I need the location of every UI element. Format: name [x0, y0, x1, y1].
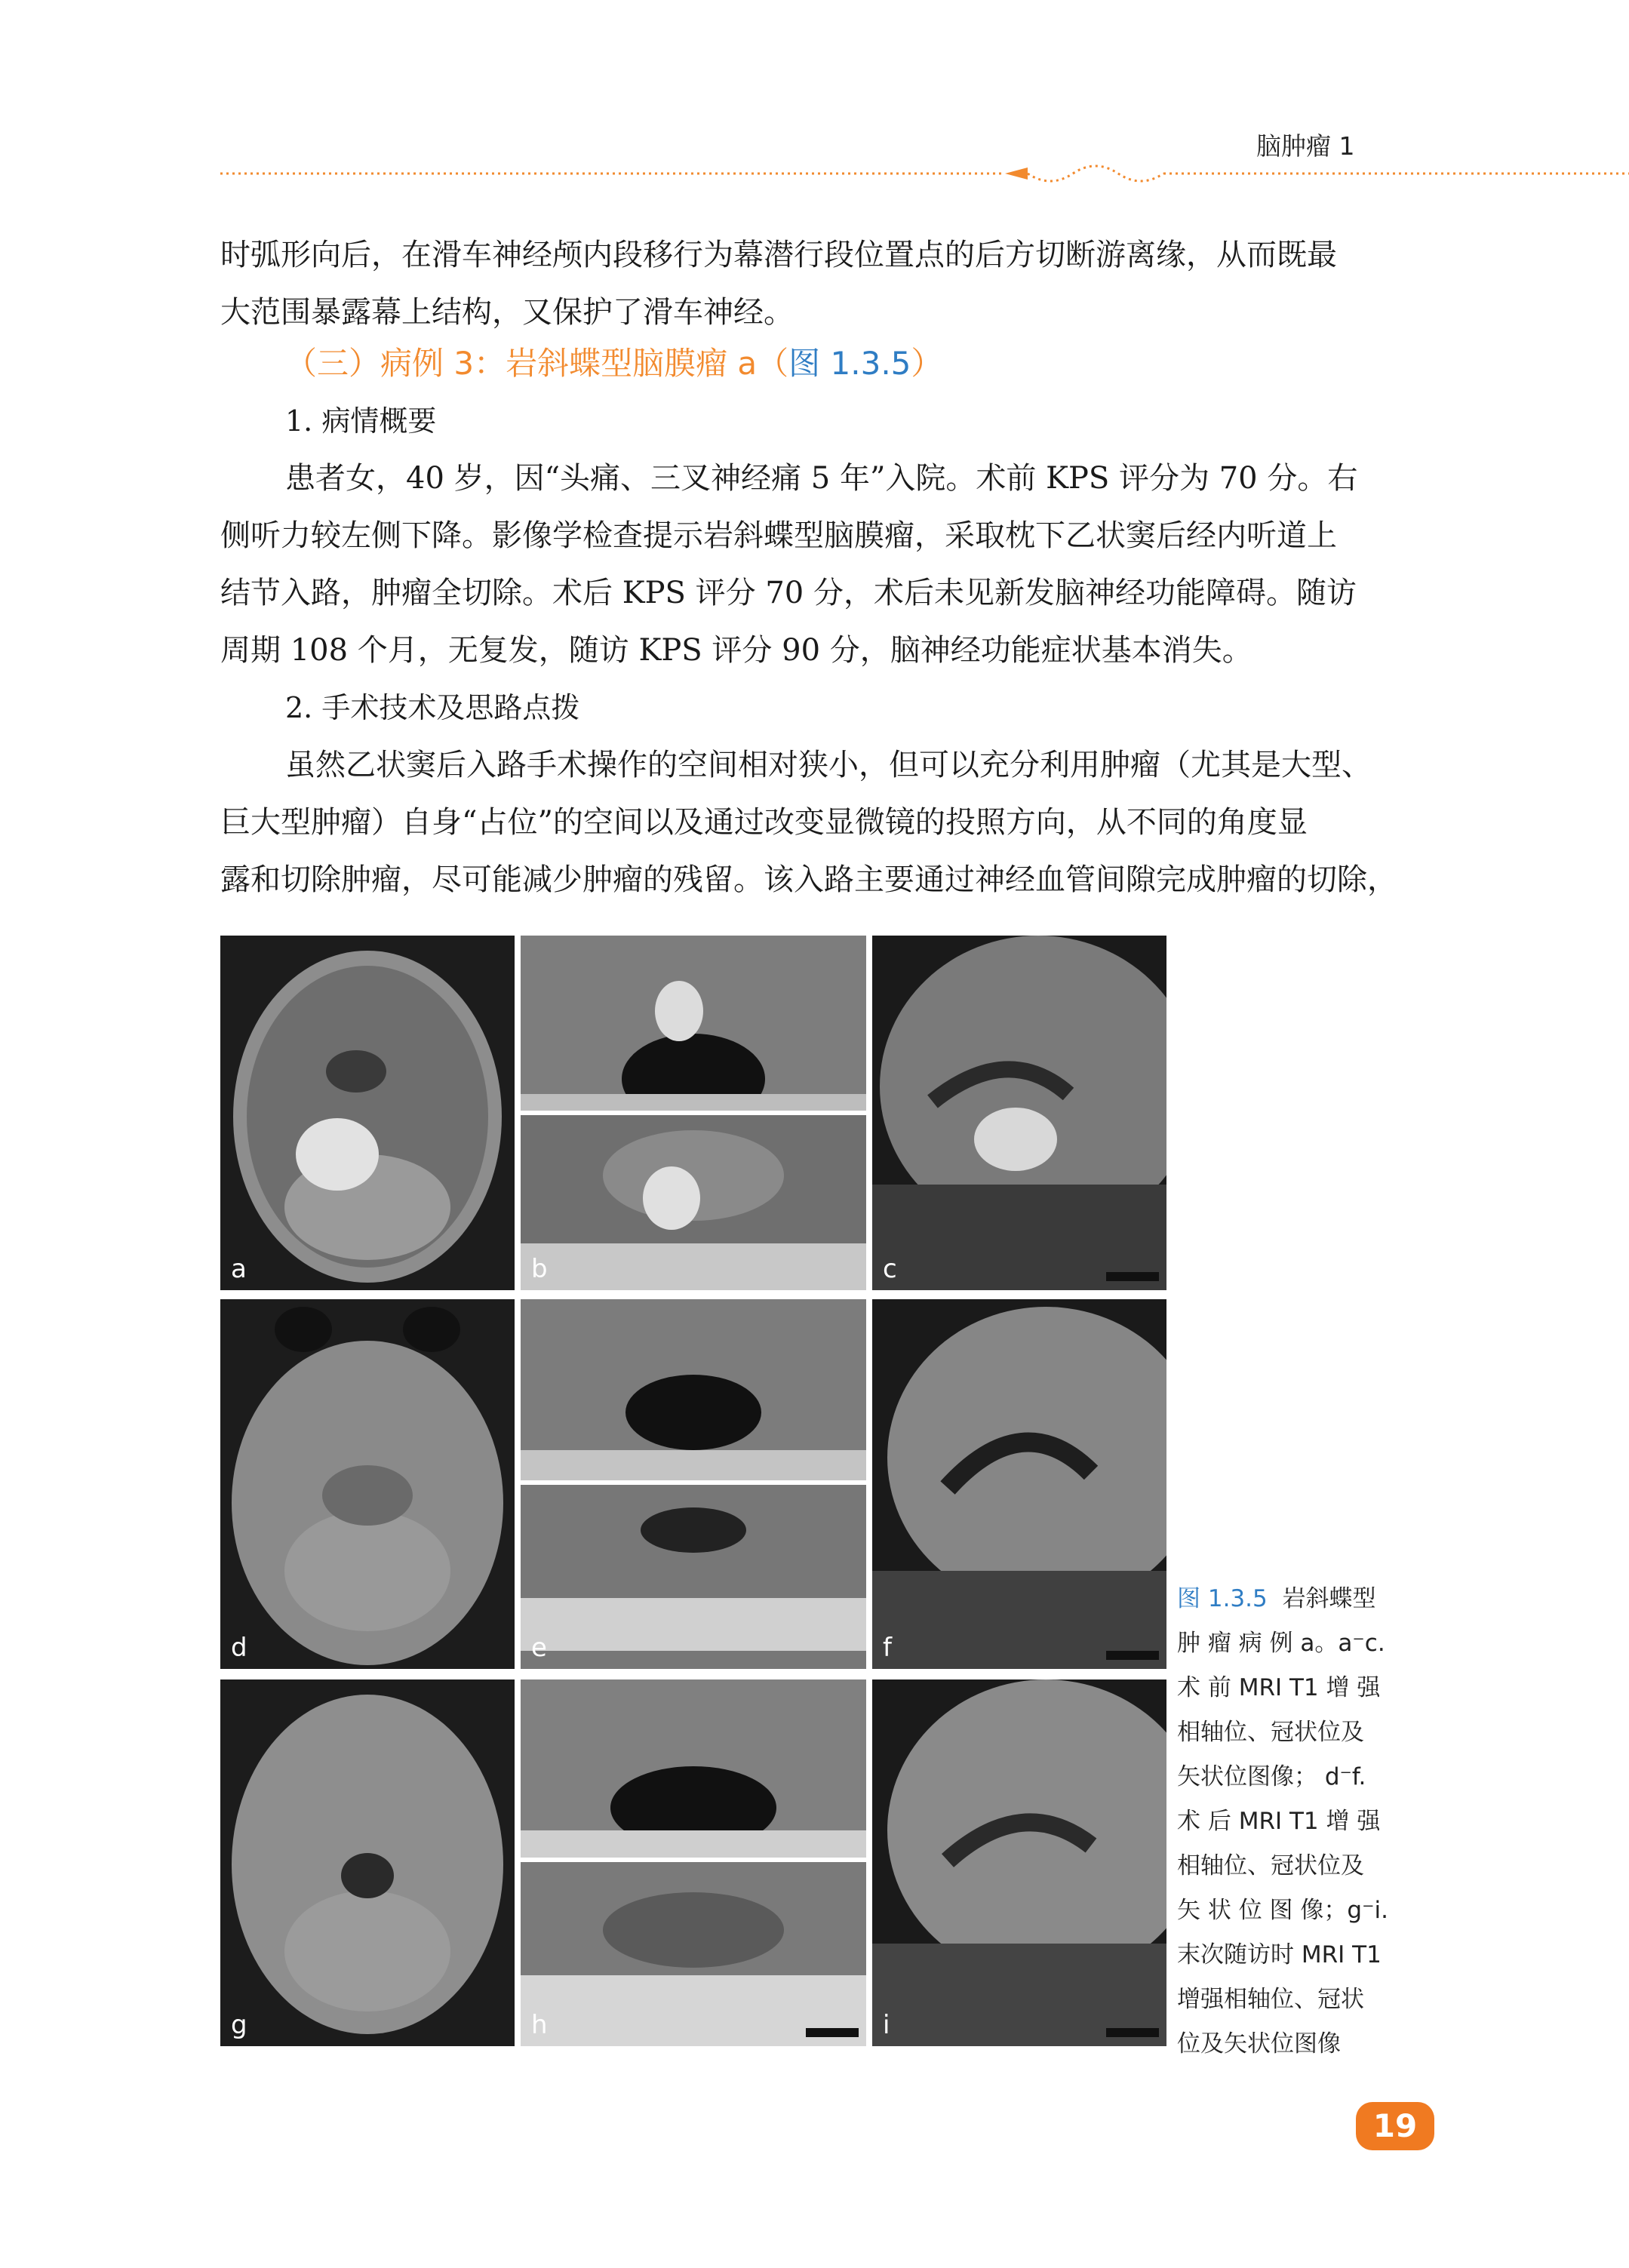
mri-panel-h-coronal-lower [521, 1862, 866, 2046]
panel-label: f [883, 1633, 892, 1663]
caption-line: 相轴位、冠状位及 [1177, 1719, 1364, 1746]
text-line: 虽然乙状窦后入路手术操作的空间相对狭小，但可以充分利用肿瘤（尤其是大型、 [285, 748, 1372, 782]
mri-panel-i-sagittal [872, 1679, 1166, 2046]
subsection-heading-2: 2. 手术技术及思路点拨 [285, 691, 580, 724]
mri-image-f [872, 1299, 1166, 1669]
caption-line: 术 后 MRI T1 增 强 [1177, 1808, 1381, 1835]
mri-image-e2 [521, 1485, 866, 1669]
caption-line: 肿 瘤 病 例 a。a⁻c. [1177, 1630, 1385, 1657]
mri-panel-g-axial [220, 1679, 515, 2046]
scale-bar [1106, 2028, 1159, 2037]
section-title-end: ） [911, 345, 943, 382]
caption-line: 矢状位图像； d⁻f. [1177, 1763, 1366, 1790]
text-line: 结节入路，肿瘤全切除。术后 KPS 评分 70 分，术后未见新发脑神经功能障碍。随访 [220, 576, 1357, 610]
mri-panel-h-coronal-upper [521, 1679, 866, 1858]
mri-panel-b-coronal-lower [521, 1115, 866, 1290]
mri-image-b2 [521, 1115, 866, 1290]
mri-panel-e-coronal-upper [521, 1299, 866, 1480]
scale-bar [1106, 1272, 1159, 1281]
text-line: 侧听力较左侧下降。影像学检查提示岩斜蝶型脑膜瘤，采取枕下乙状窦后经内听道上 [220, 518, 1337, 553]
panel-label: d [231, 1633, 247, 1663]
caption-line: 末次随访时 MRI T1 [1177, 1941, 1382, 1968]
surgical-technique-paragraph [220, 736, 1397, 908]
page-number-badge: 19 [1356, 2102, 1434, 2150]
case-summary-paragraph [220, 450, 1357, 679]
mri-image-h1 [521, 1679, 866, 1858]
mri-image-c [872, 936, 1166, 1290]
panel-label: g [231, 2010, 247, 2040]
text-line: 巨大型肿瘤）自身“占位”的空间以及通过改变显微镜的投照方向，从不同的角度显 [220, 805, 1308, 840]
mri-panel-d-axial [220, 1299, 515, 1669]
text-line: 露和切除肿瘤，尽可能减少肿瘤的残留。该入路主要通过神经血管间隙完成肿瘤的切除， [220, 862, 1397, 897]
subsection-heading-1: 1. 病情概要 [285, 404, 437, 438]
mri-panel-a-axial [220, 936, 515, 1290]
panel-label: h [531, 2010, 548, 2040]
text-line: 时弧形向后，在滑车神经颅内段移行为幕潜行段位置点的后方切断游离缘，从而既最 [220, 238, 1337, 272]
caption-figure-number: 图 1.3.5 [1177, 1585, 1268, 1612]
caption-line: 矢 状 位 图 像；g⁻i. [1177, 1897, 1388, 1924]
panel-label: b [531, 1254, 548, 1284]
scale-bar [806, 2028, 859, 2037]
text-line: 大范围暴露幕上结构，又保护了滑车神经。 [220, 295, 794, 330]
panel-label: i [883, 2010, 890, 2040]
intro-paragraph [220, 226, 1337, 341]
caption-line: 相轴位、冠状位及 [1177, 1852, 1364, 1879]
panel-label: c [883, 1254, 897, 1284]
section-title [285, 335, 1342, 392]
section-title-text: （三）病例 3：岩斜蝶型脑膜瘤 a（ [285, 345, 789, 382]
mri-image-g [220, 1679, 515, 2046]
scale-bar [1106, 1651, 1159, 1660]
mri-image-b1 [521, 936, 866, 1111]
running-header: 脑肿瘤 1 [1256, 131, 1355, 161]
caption-line: 增强相轴位、冠状 [1177, 1986, 1364, 2013]
text-line: 周期 108 个月，无复发，随访 KPS 评分 90 分，脑神经功能症状基本消失。 [220, 633, 1252, 668]
mri-panel-f-sagittal [872, 1299, 1166, 1669]
mri-image-a [220, 936, 515, 1290]
mri-image-h2 [521, 1862, 866, 2046]
text-line: 患者女，40 岁，因“头痛、三叉神经痛 5 年”入院。术前 KPS 评分为 70 分。右 [285, 461, 1358, 496]
mri-image-e1 [521, 1299, 866, 1480]
caption-line: 术 前 MRI T1 增 强 [1177, 1674, 1381, 1701]
panel-label: e [531, 1633, 547, 1663]
mri-panel-e-coronal-lower [521, 1485, 866, 1669]
caption-line: 岩斜蝶型 [1282, 1585, 1376, 1612]
figure-reference: 图 1.3.5 [788, 345, 911, 382]
figure-caption [1177, 1577, 1415, 2067]
mri-image-i [872, 1679, 1166, 2046]
caption-line: 位及矢状位图像 [1177, 2030, 1341, 2057]
mri-image-d [220, 1299, 515, 1669]
mri-panel-b-coronal-upper [521, 936, 866, 1111]
mri-panel-c-sagittal [872, 936, 1166, 1290]
panel-label: a [231, 1254, 247, 1284]
header-dotted-rule [220, 158, 1629, 189]
